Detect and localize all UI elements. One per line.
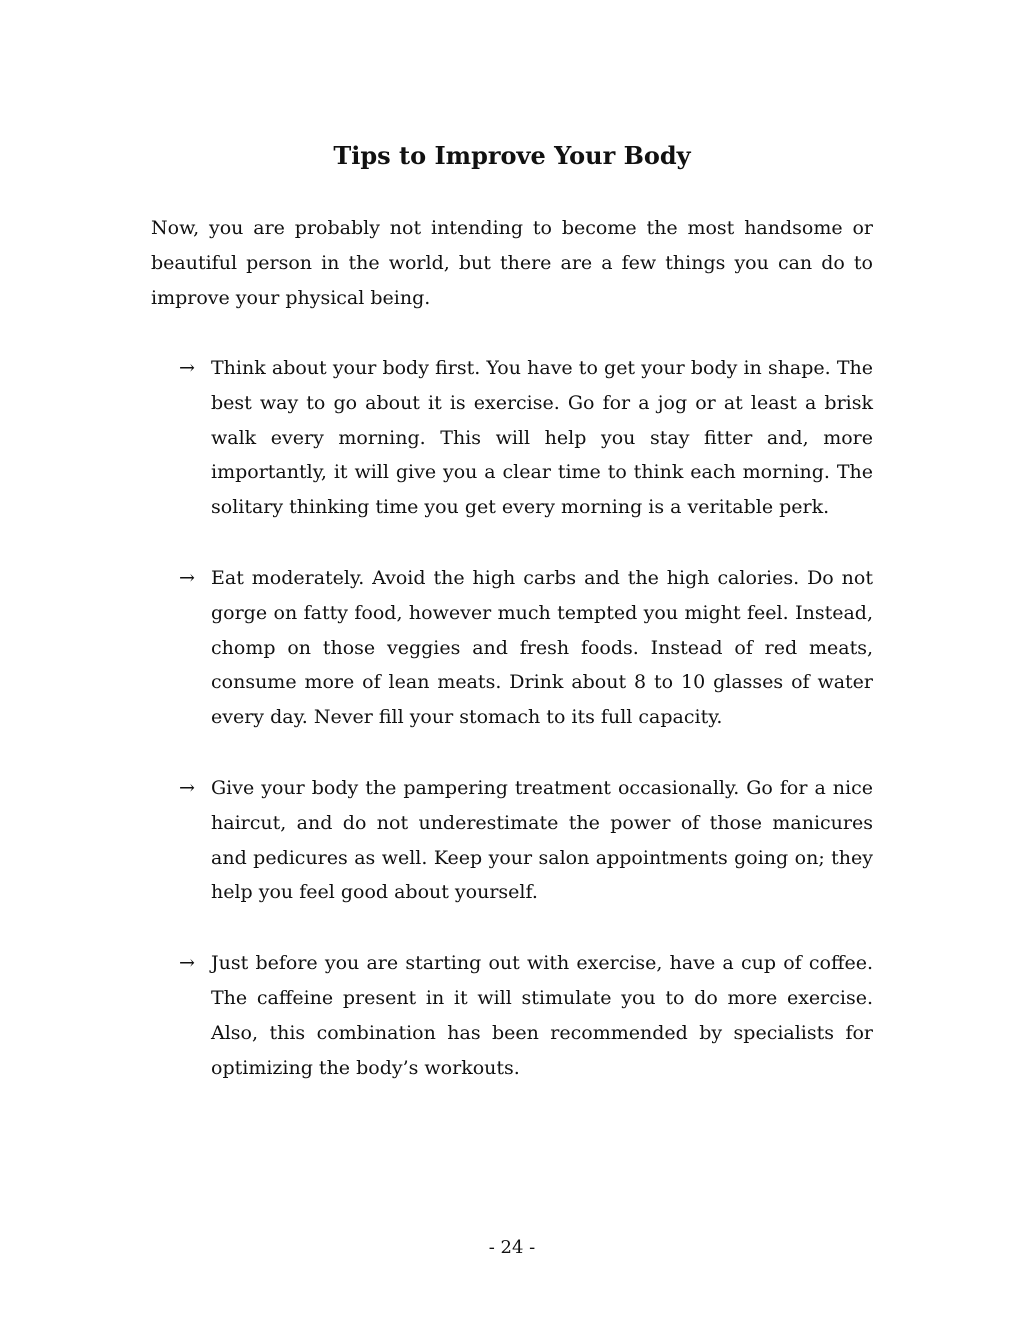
page-number: - 24 - <box>488 1237 536 1258</box>
document-page <box>151 0 873 1325</box>
tip-item-4 <box>151 946 873 1085</box>
tip-item-3 <box>151 771 873 910</box>
tip-text: Think about your body first. You have to get your body in shape. The best way to go about it is exercise. Go for a jog or at least a brisk walk every morning. This will help you stay fitter and, more importantly, it will give you a clear time to think each morning. The solitary thinking time you get every morning is a veritable perk. <box>211 357 873 519</box>
tip-text: Just before you are starting out with exercise, have a cup of coffee. The caffeine present in it will stimulate you to do more exercise. Also, this combination has been recommended by specialists for optimizing the body’s workouts. <box>211 952 873 1079</box>
tips-list <box>151 351 873 1121</box>
arrow-bullet-icon: → <box>179 357 195 379</box>
page-title: Tips to Improve Your Body <box>333 141 691 170</box>
arrow-bullet-icon: → <box>179 952 195 975</box>
tip-text: Give your body the pampering treatment occasionally. Go for a nice haircut, and do not underestimate the power of those manicures and pedicures as well. Keep your salon appointments going on; they help you feel good about yourself. <box>211 776 873 904</box>
tip-item-2 <box>151 561 873 735</box>
tip-item-1 <box>151 351 873 525</box>
arrow-bullet-icon: → <box>179 566 195 589</box>
arrow-bullet-icon: → <box>179 776 195 799</box>
tip-text: Eat moderately. Avoid the high carbs and the high calories. Do not gorge on fatty food, however much tempted you might feel. Instead, chomp on those veggies and fresh foods. Instead of red meats, consume more of lean meats. Drink about 8 to 10 glasses of water every day. Never fill your stomach to its full capacity. <box>211 566 873 729</box>
intro-paragraph: Now, you are probably not intending to become the most handsome or beautiful person in the world, but there are a few things you can do to improve your physical being. <box>151 217 873 309</box>
